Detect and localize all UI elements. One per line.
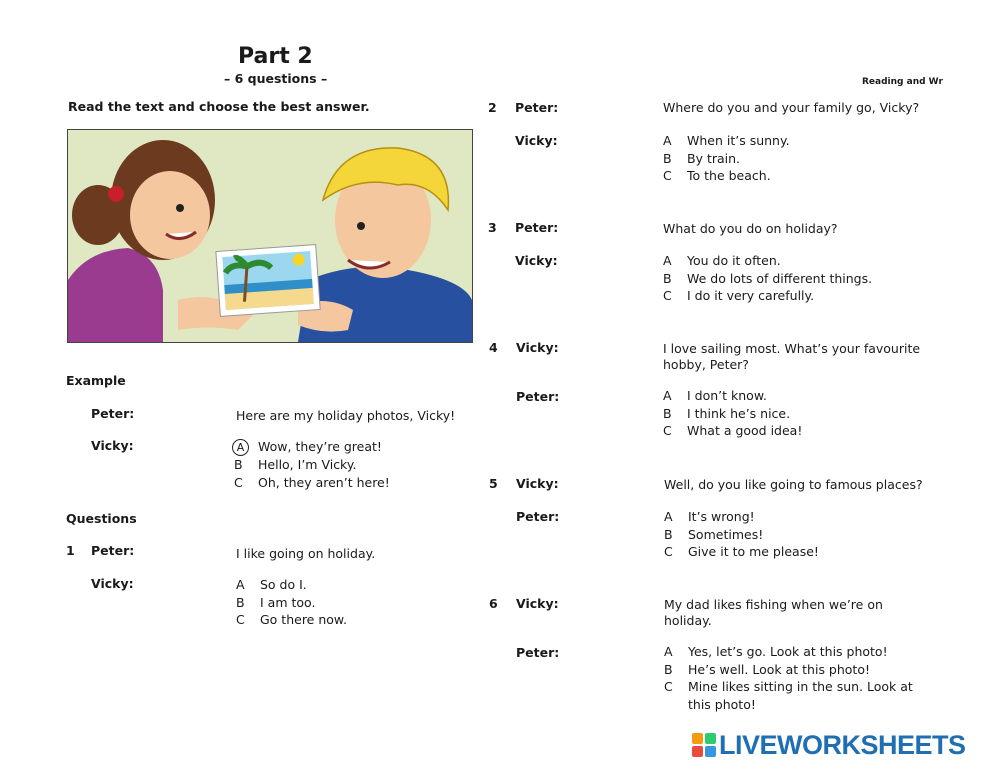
question-6-prompt-speaker: Vicky: — [516, 596, 559, 611]
option-a[interactable]: A So do I. — [236, 577, 307, 592]
option-b[interactable]: B Sometimes! — [664, 526, 764, 542]
children-with-photo-illustration — [68, 130, 472, 342]
page-title: Part 2 — [238, 44, 313, 69]
question-number: 1 — [66, 543, 75, 558]
example-prompt-text: Here are my holiday photos, Vicky! — [236, 408, 456, 423]
illustration — [67, 129, 473, 343]
questions-heading: Questions — [66, 511, 137, 526]
question-4-options — [663, 387, 802, 440]
question-3-prompt-text: What do you do on holiday? — [663, 221, 838, 236]
option-c[interactable]: C To the beach. — [663, 168, 771, 183]
running-head: Reading and Wr — [862, 77, 943, 87]
question-3-options — [663, 252, 872, 305]
question-4-prompt-text: I love sailing most. What’s your favourite hobby, Peter? — [663, 341, 921, 372]
question-5-answer-speaker: Peter: — [516, 509, 560, 524]
option-a[interactable]: A It’s wrong! — [664, 509, 755, 524]
example-option-c: C Oh, they aren’t here! — [234, 474, 390, 490]
question-2-prompt-speaker: Peter: — [515, 100, 559, 115]
page-subtitle: – 6 questions – — [224, 71, 328, 86]
option-b[interactable]: B By train. — [663, 150, 741, 166]
option-c[interactable]: C What a good idea! — [663, 423, 803, 438]
example-option-b: B Hello, I’m Vicky. — [234, 457, 357, 472]
question-1-answer-speaker: Vicky: — [91, 576, 134, 591]
question-number: 4 — [489, 340, 498, 355]
option-a[interactable]: A You do it often. — [663, 253, 781, 268]
example-prompt-speaker: Peter: — [91, 406, 135, 421]
question-1-options — [236, 576, 347, 629]
option-c[interactable]: C Mine likes sitting in the sun. Look at — [664, 679, 913, 694]
question-5-prompt-speaker: Vicky: — [516, 476, 559, 491]
option-c[interactable]: C Give it to me please! — [664, 544, 819, 559]
question-3-answer-speaker: Vicky: — [515, 253, 558, 268]
question-number: 5 — [489, 476, 498, 491]
question-number: 3 — [488, 220, 497, 235]
question-5-options — [664, 508, 819, 561]
question-6-options — [664, 643, 913, 713]
option-b[interactable]: B I am too. — [236, 594, 316, 610]
question-3-prompt-speaker: Peter: — [515, 220, 559, 235]
option-c[interactable]: C I do it very carefully. — [663, 288, 815, 303]
question-1-prompt-speaker: Peter: — [91, 543, 135, 558]
question-6-prompt-text: My dad likes fishing when we’re on holiday. — [664, 597, 883, 628]
question-2-answer-speaker: Vicky: — [515, 133, 558, 148]
example-answer-speaker: Vicky: — [91, 438, 134, 453]
question-number: 2 — [488, 100, 497, 115]
selected-answer-circle: A — [232, 439, 249, 456]
liveworksheets-logo-icon — [692, 733, 716, 757]
question-number: 6 — [489, 596, 498, 611]
option-b[interactable]: B I think he’s nice. — [663, 405, 791, 421]
option-a[interactable]: A Yes, let’s go. Look at this photo! — [664, 644, 888, 659]
question-1-prompt-text: I like going on holiday. — [236, 546, 376, 561]
question-5-prompt-text: Well, do you like going to famous places? — [664, 477, 923, 492]
option-b[interactable]: B He’s well. Look at this photo! — [664, 661, 870, 677]
option-c-continued: this photo! — [688, 696, 756, 712]
option-a[interactable]: A When it’s sunny. — [663, 133, 790, 148]
question-4-answer-speaker: Peter: — [516, 389, 560, 404]
question-2-options — [663, 132, 790, 185]
option-c[interactable]: C Go there now. — [236, 612, 347, 627]
example-options — [234, 438, 390, 491]
option-b[interactable]: B We do lots of different things. — [663, 270, 873, 286]
example-heading: Example — [66, 373, 126, 388]
liveworksheets-watermark — [692, 730, 966, 761]
watermark-text: LIVEWORKSHEETS — [719, 730, 966, 760]
question-6-answer-speaker: Peter: — [516, 645, 560, 660]
question-4-prompt-speaker: Vicky: — [516, 340, 559, 355]
question-2-prompt-text: Where do you and your family go, Vicky? — [663, 100, 920, 115]
example-option-a: A Wow, they’re great! — [234, 438, 390, 456]
option-a[interactable]: A I don’t know. — [663, 388, 767, 403]
instruction-text: Read the text and choose the best answer. — [68, 99, 370, 114]
